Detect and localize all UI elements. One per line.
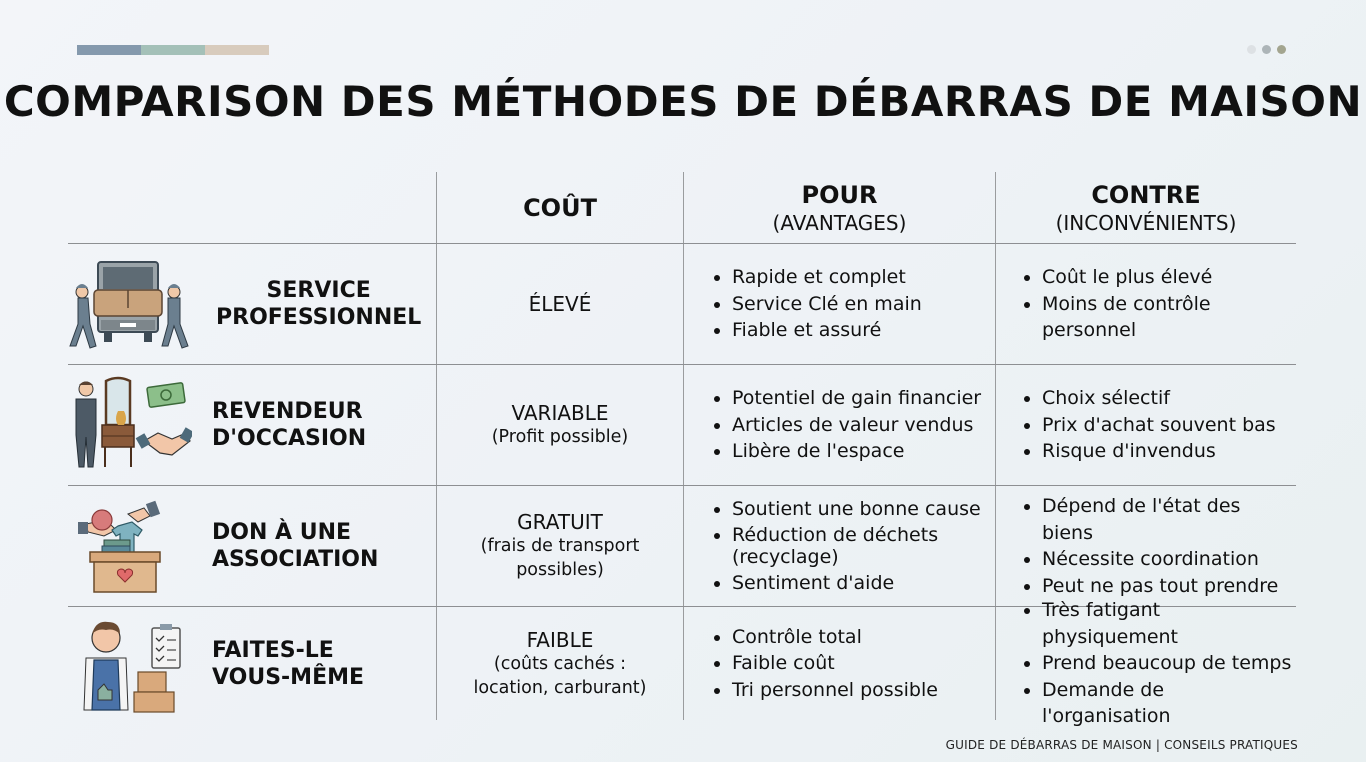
cons-item: Peut ne pas tout prendre — [1022, 573, 1296, 600]
pros-item: Rapide et complet — [712, 264, 995, 291]
pros-item: Tri personnel possible — [712, 677, 995, 704]
cons-item: Nécessite coordination — [1022, 546, 1296, 573]
method-label: REVENDEUR D'OCCASION — [212, 399, 367, 451]
accent-segment-1 — [77, 45, 141, 55]
pros-item: Libère de l'espace — [712, 438, 995, 465]
cost-note: (Profit possible) — [491, 427, 629, 447]
accent-segment-2 — [141, 45, 205, 55]
cons-list — [996, 493, 1296, 599]
pagination-dots — [1247, 45, 1286, 54]
pros-cell — [683, 244, 995, 364]
pros-cell — [683, 607, 995, 720]
pros-item: Service Clé en main — [712, 291, 995, 318]
comparison-table — [68, 172, 1296, 728]
method-label: SERVICE PROFESSIONNEL — [216, 278, 422, 330]
method-cell — [68, 607, 436, 720]
cost-cell — [436, 486, 683, 606]
table-row — [68, 486, 1296, 607]
method-cell — [68, 244, 436, 364]
cost-cell — [436, 607, 683, 720]
cons-item: Choix sélectif — [1022, 385, 1296, 412]
header-cell-method — [68, 172, 436, 243]
pros-item: Articles de valeur vendus — [712, 412, 995, 439]
cost-cell — [436, 365, 683, 485]
dot-2 — [1262, 45, 1271, 54]
footer-caption: GUIDE DE DÉBARRAS DE MAISON | CONSEILS PRATIQUES — [945, 738, 1298, 752]
pros-item: Réduction de déchets (recyclage) — [712, 522, 952, 570]
moving-truck-icon — [68, 254, 192, 354]
pros-item: Soutient une bonne cause — [712, 496, 995, 523]
header-pros-sublabel: (AVANTAGES) — [772, 210, 907, 235]
header-cell-cons — [995, 172, 1296, 243]
reseller-handshake-icon — [68, 375, 192, 475]
pros-item: Contrôle total — [712, 624, 995, 651]
table-row — [68, 244, 1296, 365]
cons-cell — [995, 599, 1296, 728]
cons-item: Demande de l'organisation — [1022, 677, 1296, 730]
pros-list — [684, 264, 995, 344]
cost-value: GRATUIT — [517, 510, 603, 534]
cost-value: ÉLEVÉ — [528, 292, 592, 316]
pros-cell — [683, 365, 995, 485]
method-label: FAITES-LE VOUS-MÊME — [212, 637, 365, 690]
cost-note: (frais de transport possibles) — [480, 536, 640, 580]
cons-item: Prix d'achat souvent bas — [1022, 412, 1296, 439]
pros-list — [684, 385, 995, 465]
header-cons-label: CONTRE — [1091, 180, 1201, 209]
cons-item: Coût le plus élevé — [1022, 264, 1296, 291]
pros-item: Fiable et assuré — [712, 317, 995, 344]
dot-1 — [1247, 45, 1256, 54]
header-cell-pros — [683, 172, 995, 243]
cost-note: (coûts cachés : location, carburant) — [473, 653, 647, 698]
cons-cell — [995, 365, 1296, 485]
header-cell-cost — [436, 172, 683, 243]
table-header-row — [68, 172, 1296, 244]
pros-list — [684, 496, 995, 597]
pros-item: Sentiment d'aide — [712, 570, 995, 597]
cons-list — [996, 597, 1296, 730]
method-cell — [68, 365, 436, 485]
pros-list — [684, 624, 995, 704]
cons-list — [996, 385, 1296, 465]
diy-worker-icon — [68, 614, 192, 714]
cons-cell — [995, 244, 1296, 364]
cons-item: Dépend de l'état des biens — [1022, 493, 1296, 546]
cons-list — [996, 264, 1296, 344]
cons-item: Moins de contrôle personnel — [1022, 291, 1212, 344]
method-label: DON À UNE ASSOCIATION — [212, 520, 379, 572]
cons-item: Prend beaucoup de temps — [1022, 650, 1296, 677]
donation-box-icon — [68, 496, 192, 596]
accent-bar — [77, 45, 269, 55]
dot-3 — [1277, 45, 1286, 54]
page-title: COMPARISON DES MÉTHODES DE DÉBARRAS DE MAISON — [3, 77, 1363, 126]
cons-cell — [995, 486, 1296, 606]
header-cons-sublabel: (INCONVÉNIENTS) — [1055, 210, 1237, 235]
table-row — [68, 599, 1296, 728]
pros-item: Faible coût — [712, 650, 995, 677]
cost-value: FAIBLE — [526, 627, 594, 652]
cost-cell — [436, 244, 683, 364]
header-cost-label: COÛT — [523, 193, 597, 222]
cons-item: Risque d'invendus — [1022, 438, 1296, 465]
pros-cell — [683, 486, 995, 606]
cost-value: VARIABLE — [511, 401, 609, 425]
pros-item: Potentiel de gain financier — [712, 385, 995, 412]
table-row — [68, 365, 1296, 486]
header-pros-label: POUR — [801, 180, 878, 209]
cons-item: Très fatigant physiquement — [1022, 597, 1296, 650]
method-cell — [68, 486, 436, 606]
accent-segment-3 — [205, 45, 269, 55]
